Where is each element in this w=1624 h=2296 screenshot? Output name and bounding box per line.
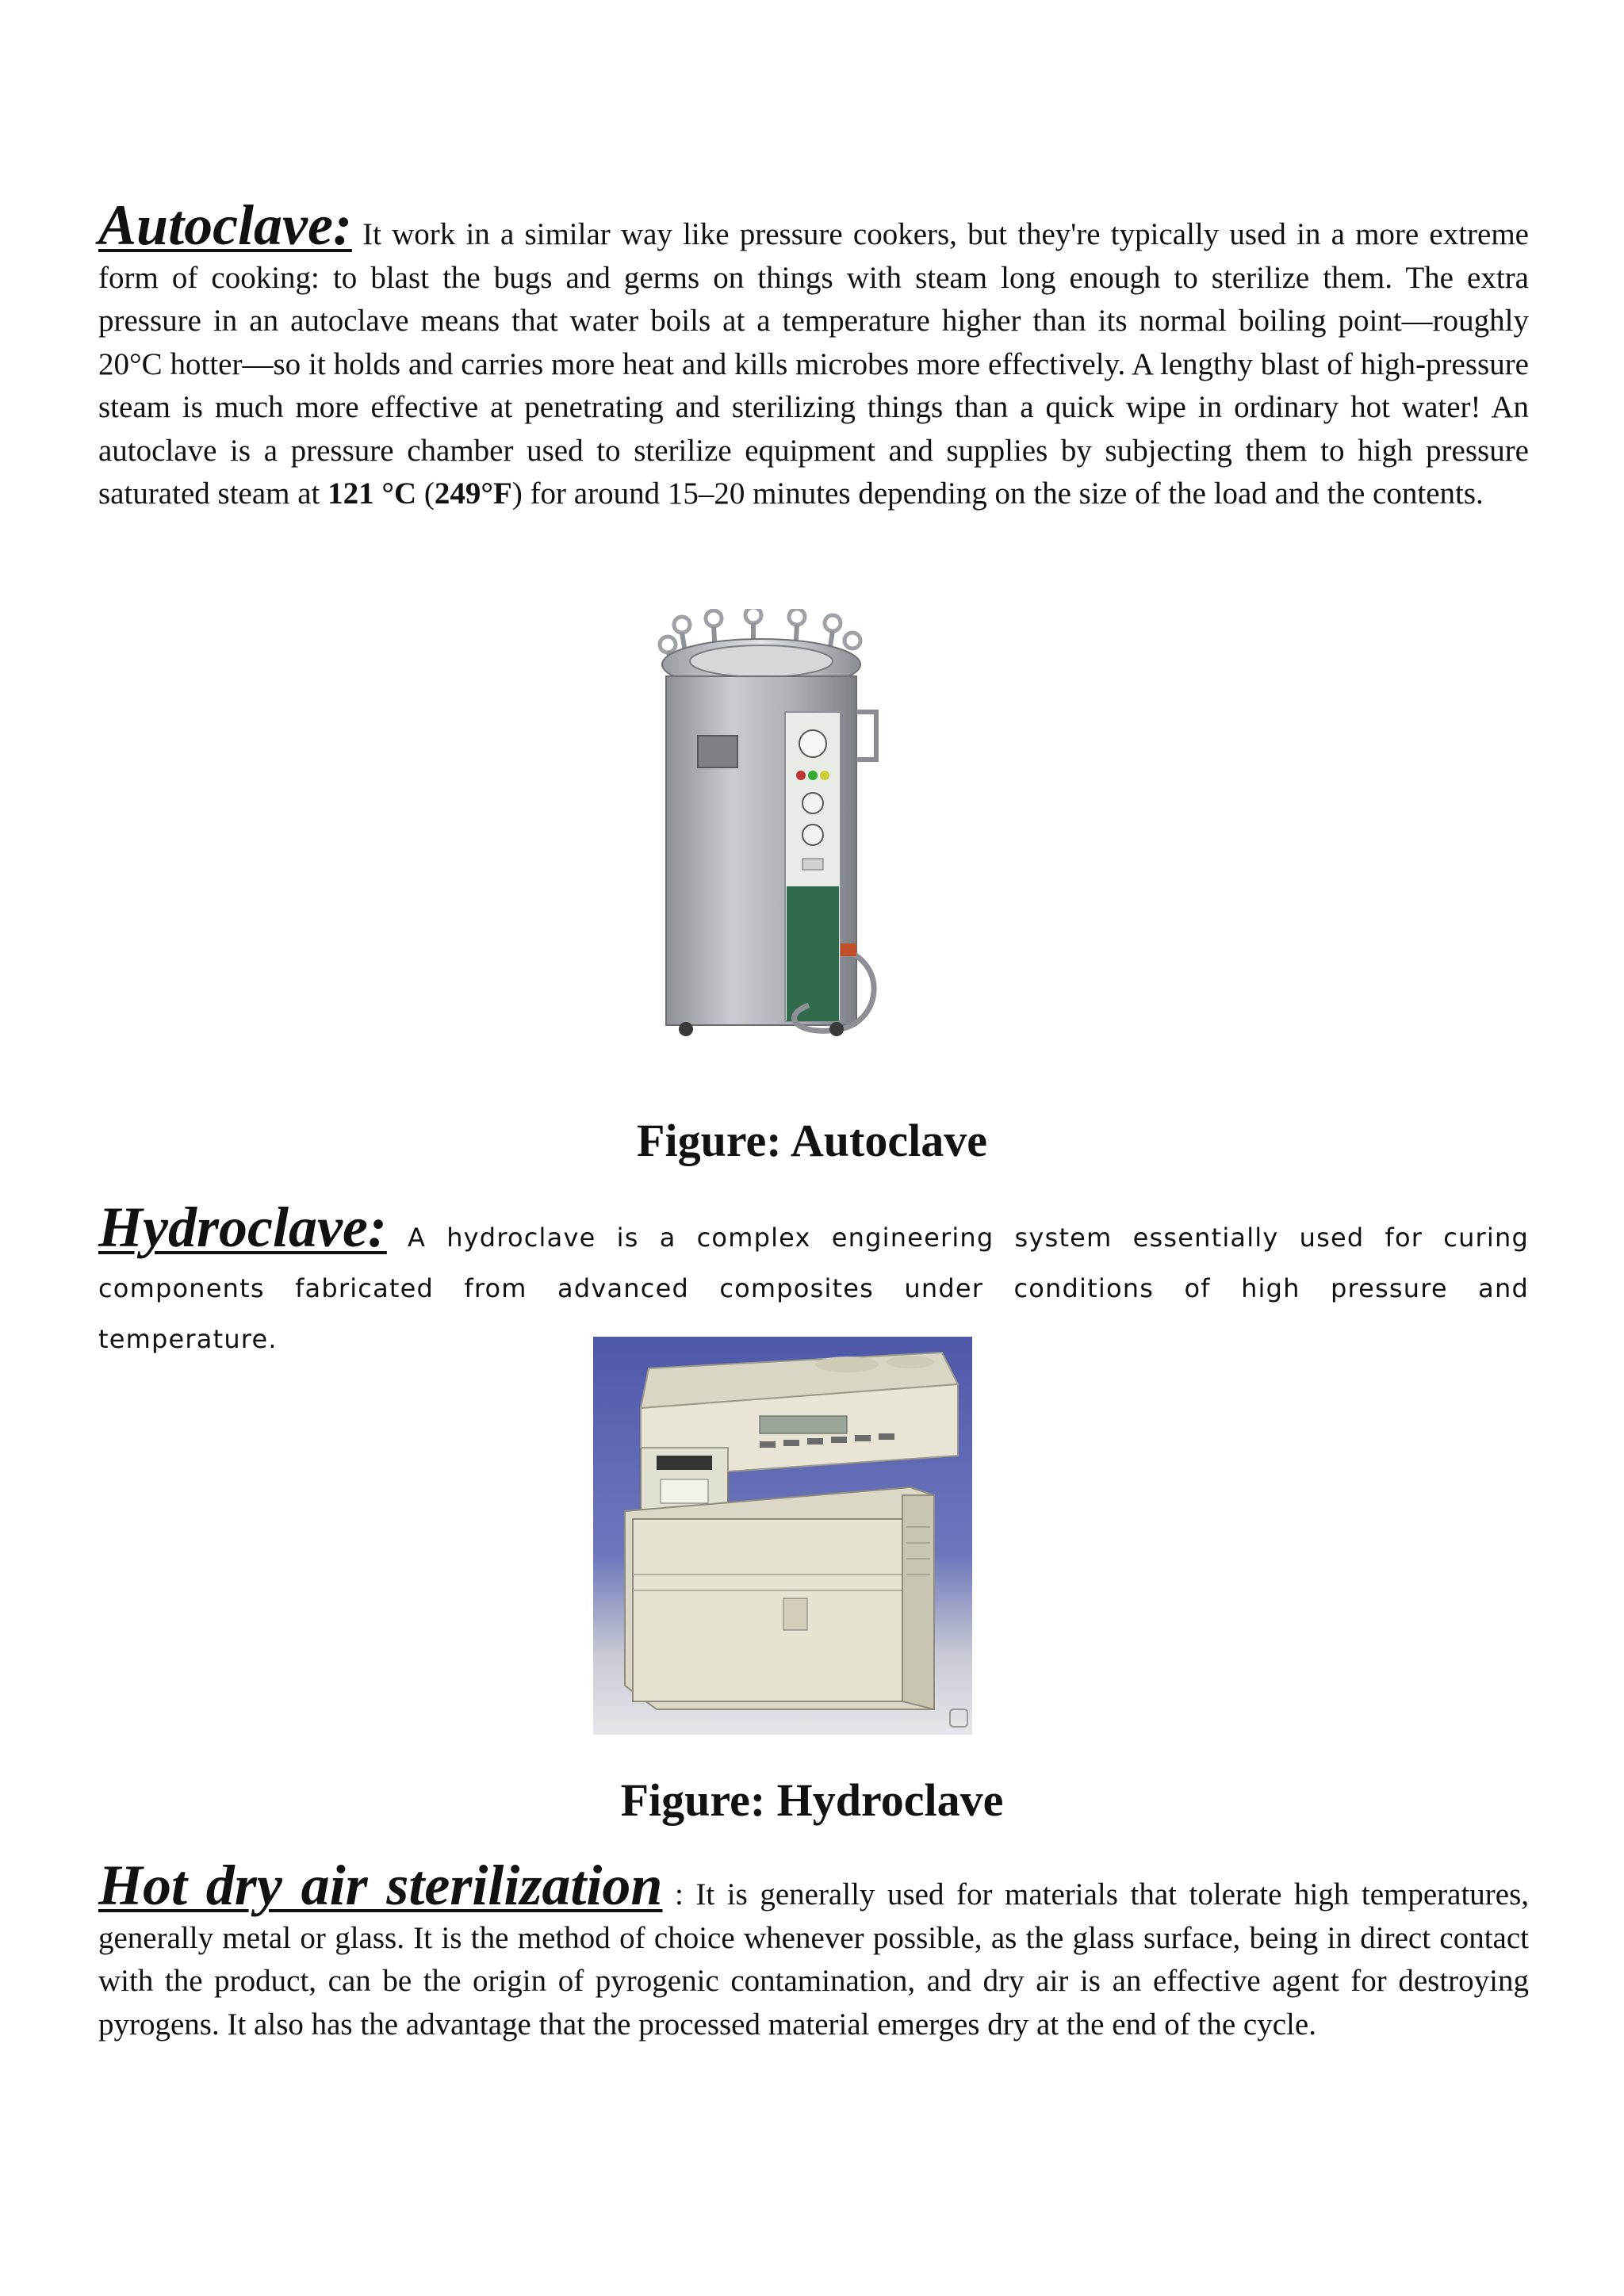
- hydroclave-heading: Hydroclave:: [98, 1196, 387, 1259]
- autoclave-caption: Figure: Autoclave: [637, 1115, 987, 1166]
- autoclave-temp-fahrenheit: 249°F: [434, 476, 512, 511]
- hydroclave-caption: Figure: Hydroclave: [620, 1774, 1004, 1826]
- autoclave-section: [98, 193, 1529, 516]
- autoclave-heading: Autoclave:: [98, 193, 352, 257]
- hot-dry-air-heading: Hot dry air sterilization: [98, 1854, 663, 1917]
- hot-dry-air-paragraph: [98, 1854, 1530, 2046]
- autoclave-text-3: ) for around 15–20 minutes depending on the size of the load and the contents.: [511, 476, 1484, 511]
- hydroclave-image: [593, 1337, 972, 1735]
- hydroclave-text: A hydroclave is a complex engineering system essentially used for curing components fabricated from advanced composites under conditions of high pressure and temperature.: [98, 1223, 1529, 1354]
- hot-dry-air-section: [98, 1854, 1530, 2046]
- autoclave-text-2: (: [416, 476, 435, 511]
- autoclave-image: [650, 609, 888, 1053]
- autoclave-text-1: It work in a similar way like pressure cookers, but they're typically used in a more extreme form of cooking: to blast the bugs and germs on things with steam long enough to sterilize them. The extra pressure in an autoclave means that water boils at a temperature higher than its normal boiling point—roughly 20°C hotter—so it holds and carries more heat and kills microbes more effectively. A lengthy blast of high-pressure steam is much more effective at penetrating and sterilizing things than a quick wipe in ordinary hot water! An autoclave is a pressure chamber used to sterilize equipment and supplies by subjecting them to high pressure saturated steam at: [98, 217, 1529, 511]
- autoclave-temp-celsius: 121 °C: [327, 476, 417, 511]
- autoclave-paragraph: [98, 193, 1529, 516]
- hot-dry-air-text: : It is generally used for materials that tolerate high temperatures, generally metal or glass. It is the method of choice whenever possible, as the glass surface, being in direct contact with the product, can be the origin of pyrogenic contamination, and dry air is an effective agent for destroying pyrogens. It also has the advantage that the processed material emerges dry at the end of the cycle.: [98, 1877, 1530, 2042]
